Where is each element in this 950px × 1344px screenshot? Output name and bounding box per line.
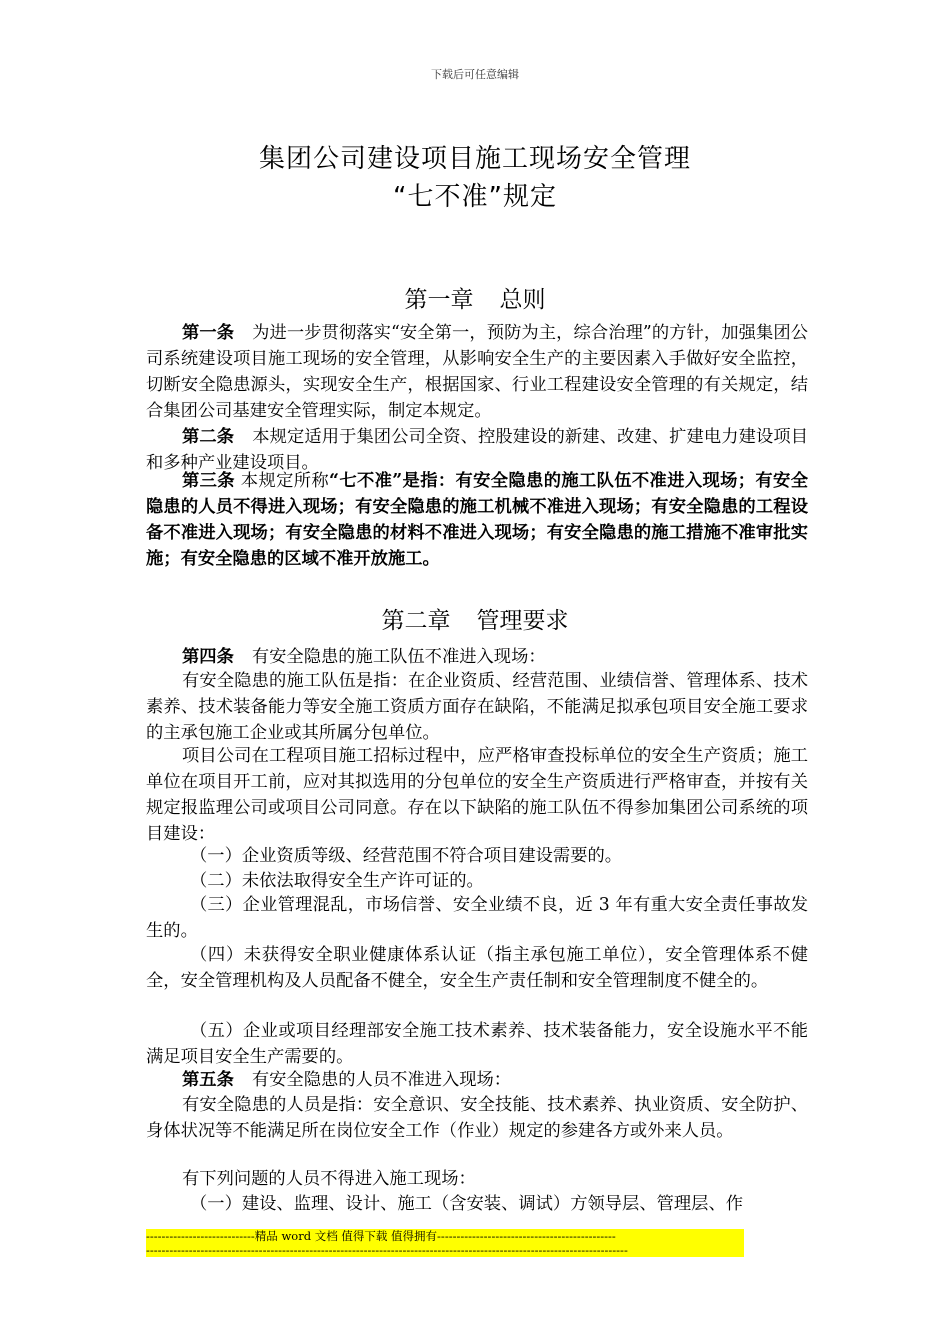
list-item: （一）企业资质等级、经营范围不符合项目建设需要的。	[190, 846, 623, 866]
article-2-label: 第二条	[182, 427, 235, 447]
article-3-lead: 本规定所称	[240, 471, 330, 491]
footer-line-1: ----------------------------精品 word 文档 值得下载 值得拥有----------------------------------------------	[146, 1229, 744, 1243]
chapter-2-name: 管理要求	[476, 608, 569, 634]
article-4-text: 有安全隐患的施工队伍不准进入现场：	[251, 647, 546, 667]
chapter-1-number: 第一章	[404, 287, 474, 313]
list-item: （三）企业管理混乱，市场信誉、安全业绩不良，近 3 年有重大安全责任事故发生的。	[146, 895, 808, 941]
list-item: （二）未依法取得安全生产许可证的。	[190, 871, 484, 891]
footer-line-2: ----------------------------------------------------------------------------------------------------------------------------	[146, 1243, 744, 1257]
article-1-label: 第一条	[182, 323, 235, 343]
chapter-1-heading	[0, 281, 950, 314]
article-3-label: 第三条	[182, 471, 235, 491]
chapter-1-name: 总则	[499, 287, 546, 313]
article-3	[146, 468, 808, 572]
list-item: （五）企业或项目经理部安全施工技术素养、技术装备能力，安全设施水平不能满足项目安全生产需要的。	[146, 1021, 808, 1067]
article-5-paragraph-2: 有下列问题的人员不得进入施工现场：	[182, 1169, 476, 1189]
article-3-bold-text: “七不准”是指：有安全隐患的施工队伍不准进入现场；有安全隐患的人员不得进入现场；有安全隐患的施工机械不准进入现场；有安全隐患的工程设备不准进入现场；有安全隐患的材料不准进入现场；有安全隐患的施工措施不准审批实施；有安全隐患的区域不准开放施工。	[146, 471, 808, 569]
article-5-label: 第五条	[182, 1070, 234, 1090]
list-item: （四）未获得安全职业健康体系认证（指主承包施工单位），安全管理体系不健全，安全管理机构及人员配备不健全，安全生产责任制和安全管理制度不健全的。	[146, 945, 808, 991]
footer-banner	[146, 1229, 744, 1257]
article-1	[146, 320, 808, 424]
chapter-2-number: 第二章	[381, 608, 451, 634]
article-4-paragraph-1: 有安全隐患的施工队伍是指：在企业资质、经营范围、业绩信誉、管理体系、技术素养、技术装备能力等安全施工资质方面存在缺陷，不能满足拟承包项目安全施工要求的主承包施工企业或其所属分包单位。	[146, 671, 808, 743]
article-4	[146, 644, 808, 670]
document-title-line1: 集团公司建设项目施工现场安全管理	[258, 144, 691, 174]
article-4-label: 第四条	[182, 647, 234, 667]
article-5	[146, 1067, 808, 1093]
article-1-text: 为进一步贯彻落实“安全第一，预防为主，综合治理”的方针，加强集团公司系统建设项目施工现场的安全管理，从影响安全生产的主要因素入手做好安全监控，切断安全隐患源头，实现安全生产，根据国家、行业工程建设安全管理的有关规定，结合集团公司基建安全管理实际，制定本规定。	[146, 323, 808, 421]
article-5-paragraph-1: 有安全隐患的人员是指：安全意识、安全技能、技术素养、执业资质、安全防护、身体状况等不能满足所在岗位安全工作（作业）规定的参建各方或外来人员。	[146, 1095, 808, 1141]
article-5-text: 有安全隐患的人员不准进入现场：	[251, 1070, 512, 1090]
article-4-paragraph-2: 项目公司在工程项目施工招标过程中，应严格审查投标单位的安全生产资质；施工单位在项目开工前，应对其拟选用的分包单位的安全生产资质进行严格审查，并按有关规定报监理公司或项目公司同意。存在以下缺陷的施工队伍不得参加集团公司系统的项目建设：	[146, 746, 808, 844]
chapter-2-heading	[0, 602, 950, 635]
article-2-text: 本规定适用于集团公司全资、控股建设的新建、改建、扩建电力建设项目和多种产业建设项目。	[146, 427, 808, 473]
document-title-line2: “七不准”规定	[393, 182, 557, 212]
list-item: （一）建设、监理、设计、施工（含安装、调试）方领导层、管理层、作	[190, 1194, 744, 1214]
header-note: 下载后可任意编辑	[431, 68, 519, 81]
